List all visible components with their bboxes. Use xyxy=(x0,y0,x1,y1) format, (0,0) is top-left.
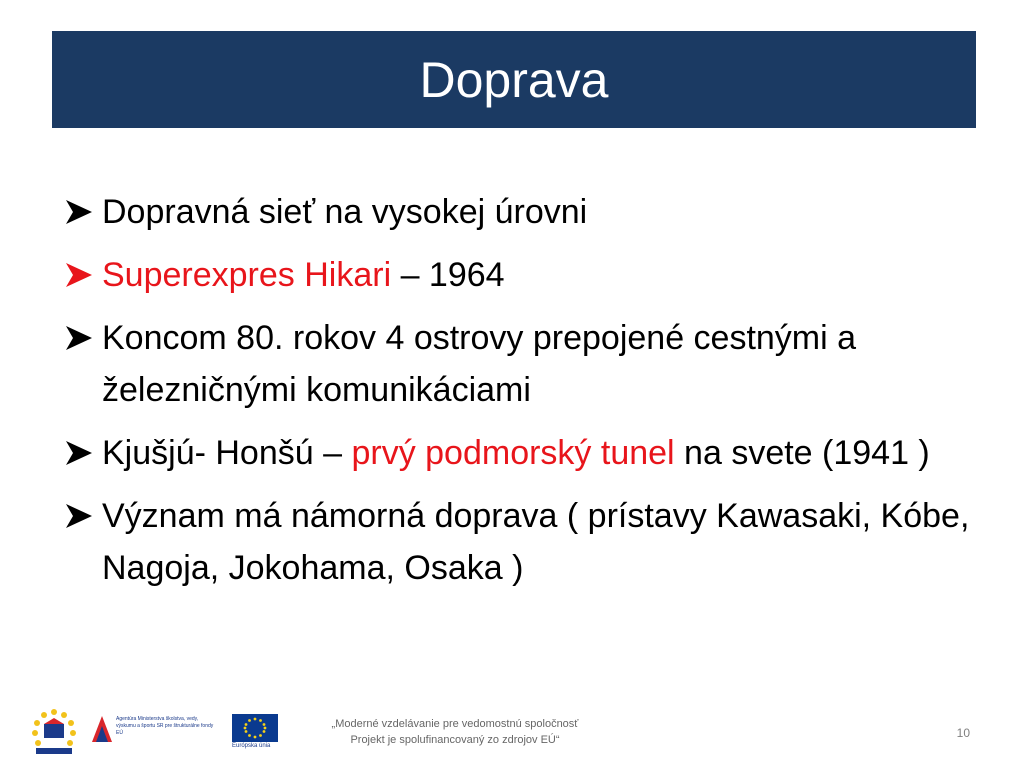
bullet-text xyxy=(102,427,974,479)
bullet-list xyxy=(64,186,974,605)
project-slogan xyxy=(300,716,610,748)
bullet-item xyxy=(64,249,974,301)
slide-title: Doprava xyxy=(419,51,609,108)
highlighted-text: prvý podmorský tunel xyxy=(351,434,675,472)
arrow-bullet-icon xyxy=(64,312,102,364)
bullet-text-part: – 1964 xyxy=(391,256,505,294)
agency-logo xyxy=(90,714,214,748)
bullet-item xyxy=(64,427,974,479)
eu-logo xyxy=(232,714,284,748)
slogan-line: „Moderné vzdelávanie pre vedomostnú spoločnosť xyxy=(331,718,579,730)
bullet-text xyxy=(102,312,974,416)
footer xyxy=(0,700,1024,768)
arrow-bullet-icon xyxy=(64,249,102,301)
arrow-bullet-icon xyxy=(64,427,102,479)
bullet-text-part: Kjušjú- Honšú – xyxy=(102,434,352,472)
bullet-item xyxy=(64,312,974,416)
operational-program-logo xyxy=(26,708,82,756)
bullet-item xyxy=(64,490,974,594)
arrow-bullet-icon xyxy=(64,186,102,238)
bullet-text xyxy=(102,490,974,594)
bullet-text-part: Význam má námorná doprava ( prístavy Kawasaki, Kóbe, Nagoja, Jokohama, Osaka ) xyxy=(102,497,970,587)
highlighted-text: Superexpres Hikari xyxy=(102,256,392,294)
bullet-text xyxy=(102,186,974,238)
arrow-bullet-icon xyxy=(64,490,102,542)
bullet-text-part: na svete (1941 ) xyxy=(674,434,930,472)
bullet-text-part: Dopravná sieť na vysokej úrovni xyxy=(102,193,588,231)
eu-label: Európska únia xyxy=(232,743,271,749)
bullet-text xyxy=(102,249,974,301)
title-bar xyxy=(52,31,976,128)
bullet-text-part: Koncom 80. rokov 4 ostrovy prepojené cestnými a železničnými komunikáciami xyxy=(102,319,857,409)
page-number: 10 xyxy=(956,726,970,740)
agency-text: Agentúra Ministerstva školstva, vedy, výskumu a športu SR pre štrukturálne fondy EÚ xyxy=(116,716,214,736)
eu-flag-icon xyxy=(232,714,278,742)
slogan-line: Projekt je spolufinancovaný zo zdrojov EÚ“ xyxy=(350,734,560,746)
bullet-item xyxy=(64,186,974,238)
